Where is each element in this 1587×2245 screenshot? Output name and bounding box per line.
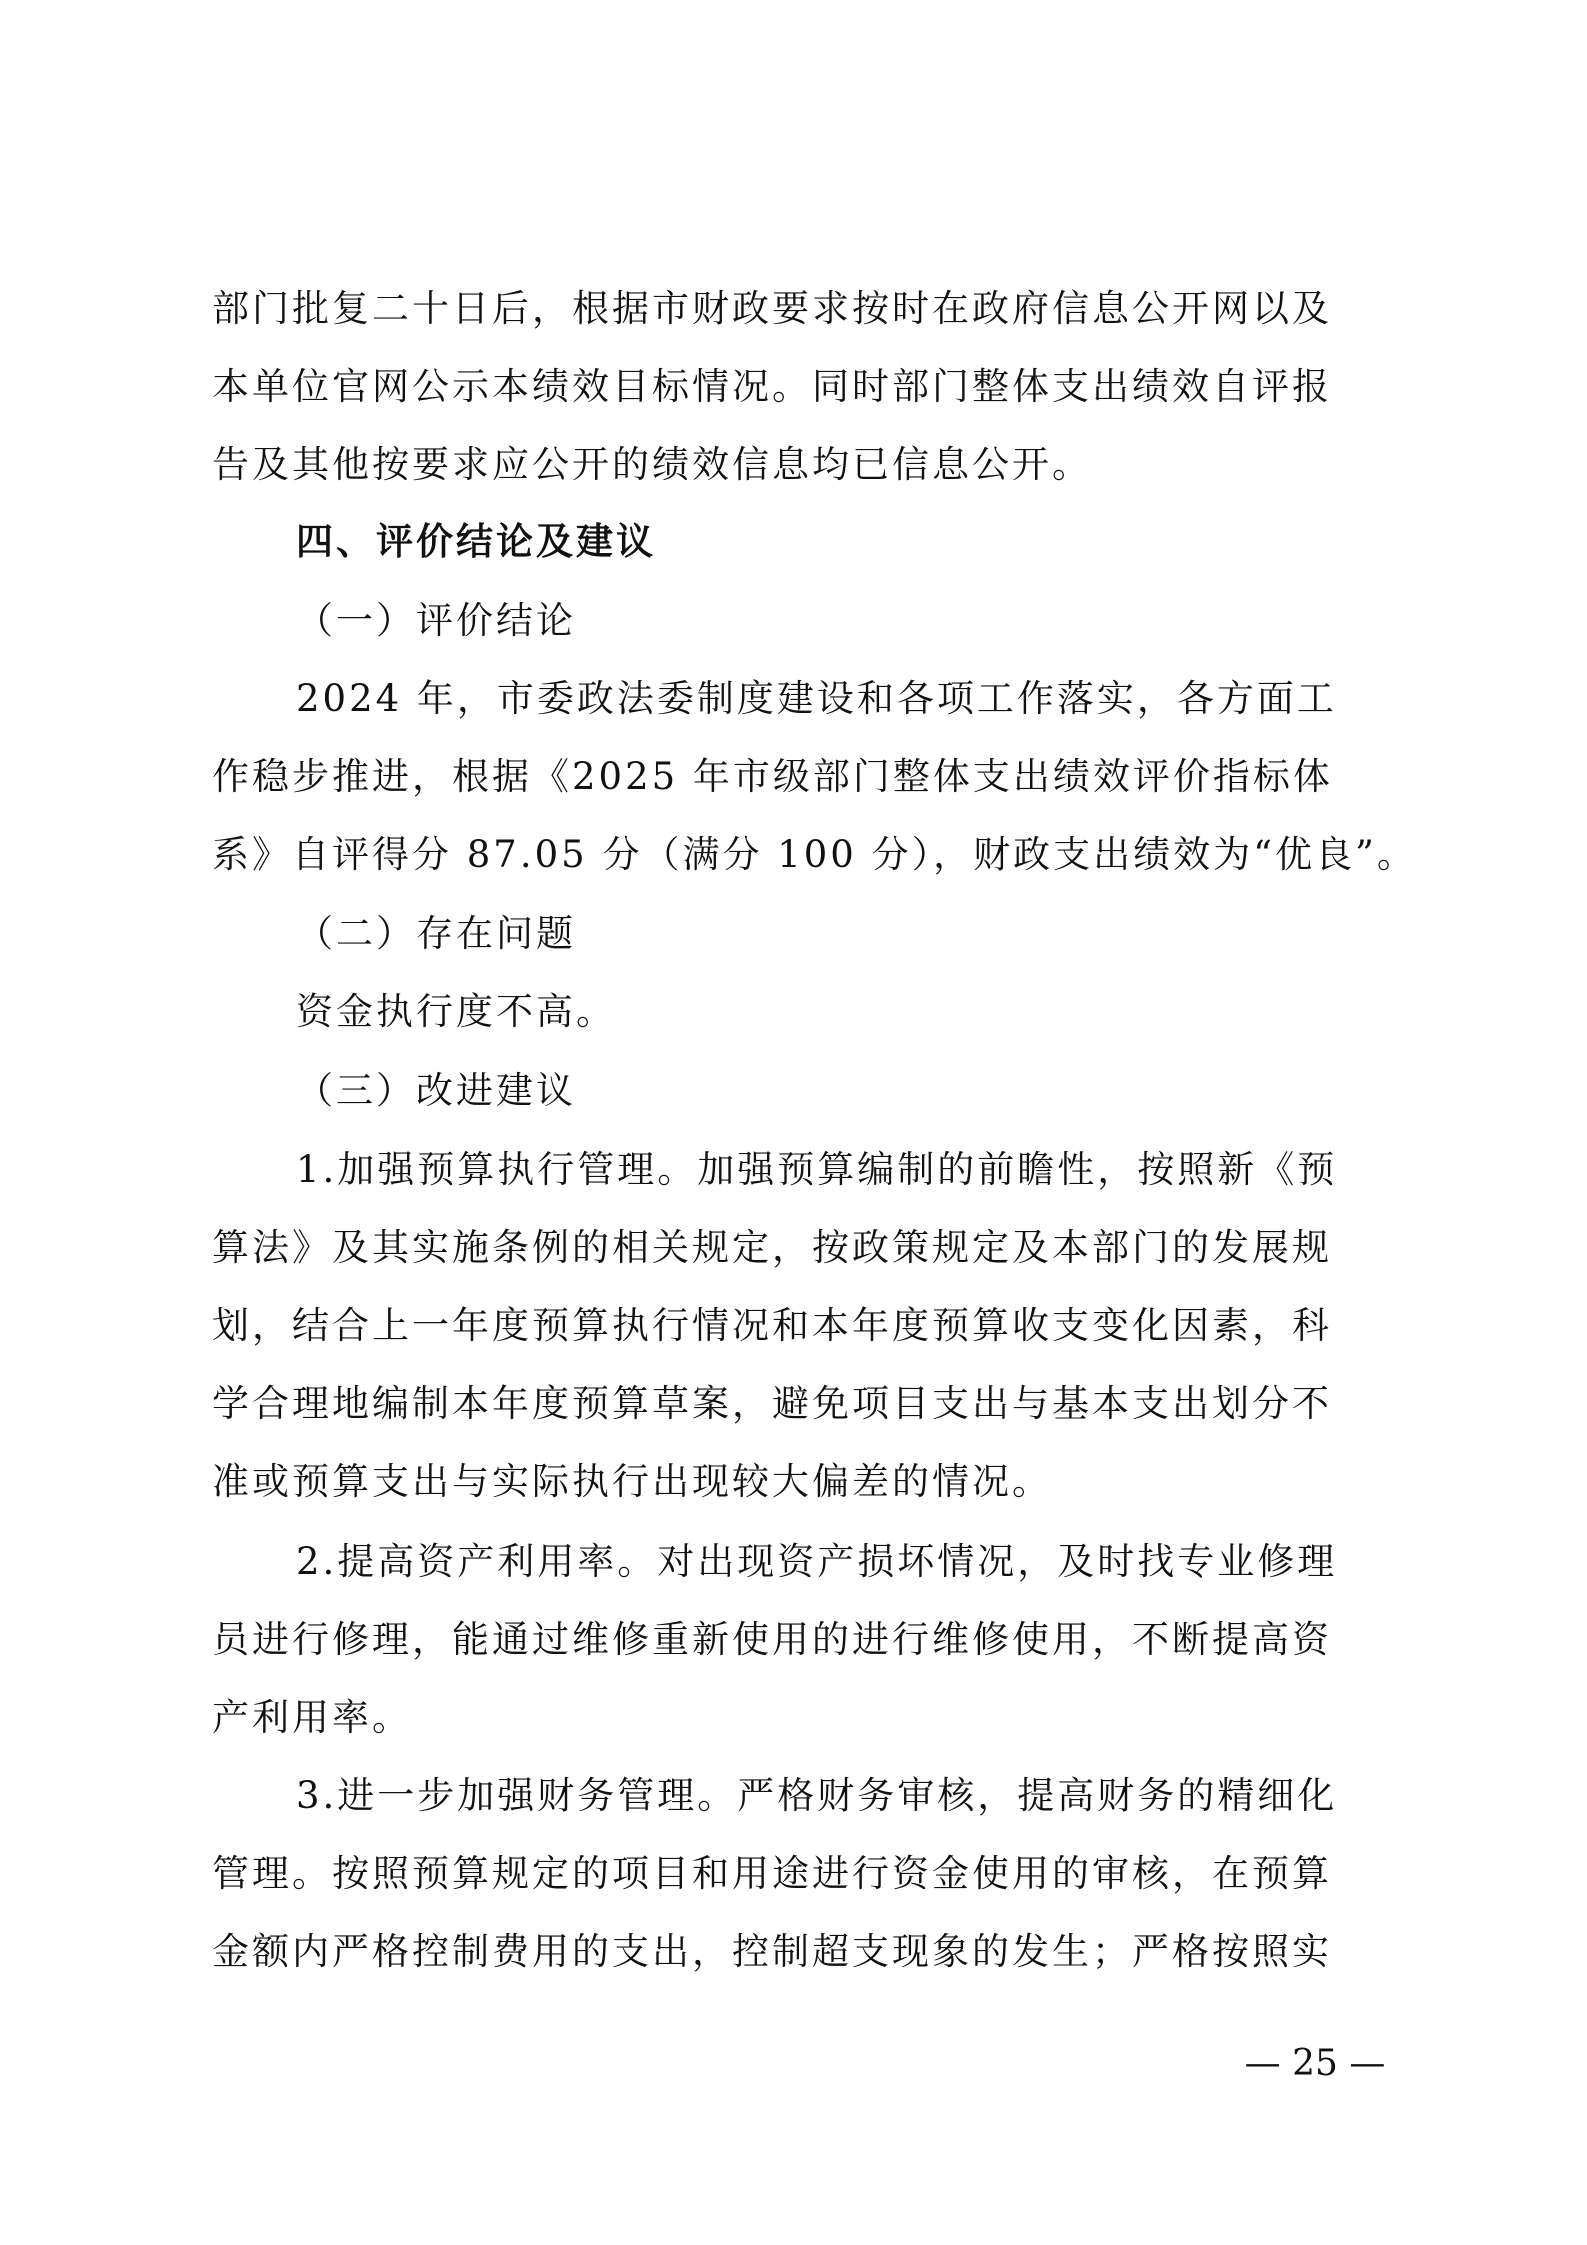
body-line: 本单位官网公示本绩效目标情况。同时部门整体支出绩效自评报	[212, 365, 1332, 408]
body-line: 准或预算支出与实际执行出现较大偏差的情况。	[212, 1460, 1052, 1503]
body-text	[212, 270, 1398, 504]
body-line: 学合理地编制本年度预算草案，避免项目支出与基本支出划分不	[212, 1382, 1332, 1425]
body-line: 部门批复二十日后，根据市财政要求按时在政府信息公开网以及	[212, 287, 1332, 330]
body-line: 3.进一步加强财务管理。严格财务审核，提高财务的精细化	[296, 1774, 1338, 1817]
body-line: 告及其他按要求应公开的绩效信息均已信息公开。	[212, 443, 1092, 486]
body-line: 划，结合上一年度预算执行情况和本年度预算收支变化因素，科	[212, 1304, 1332, 1347]
sub3-block	[212, 1052, 1398, 1130]
body-line: 员进行修理，能通过维修重新使用的进行维修使用，不断提高资	[212, 1618, 1332, 1661]
body-line: 资金执行度不高。	[296, 990, 616, 1033]
page-number: — 25 —	[1244, 2043, 1386, 2084]
section-heading: 四、评价结论及建议	[296, 520, 656, 563]
section-heading-block	[212, 503, 1398, 581]
sub1-block	[212, 582, 1417, 894]
item2-block	[212, 1523, 1398, 1757]
sub2-block	[212, 895, 1398, 1051]
body-line: 算法》及其实施条例的相关规定，按政策规定及本部门的发展规	[212, 1226, 1332, 1269]
body-line: 系》自评得分 87.05 分（满分 100 分），财政支出绩效为“优良”。	[212, 833, 1417, 876]
item3-block	[212, 1757, 1398, 1991]
body-line: 产利用率。	[212, 1696, 412, 1739]
subheading-improvement-suggestions: （三）改进建议	[296, 1069, 576, 1112]
body-line: 金额内严格控制费用的支出，控制超支现象的发生；严格按照实	[212, 1930, 1332, 1973]
body-line: 作稳步推进，根据《2025 年市级部门整体支出绩效评价指标体	[212, 755, 1333, 798]
body-line: 1.加强预算执行管理。加强预算编制的前瞻性，按照新《预	[296, 1148, 1338, 1191]
body-line: 2024 年，市委政法委制度建设和各项工作落实，各方面工	[296, 677, 1337, 720]
item1-block	[212, 1131, 1398, 1521]
subheading-existing-problems: （二）存在问题	[296, 912, 576, 955]
body-line: 2.提高资产利用率。对出现资产损坏情况，及时找专业修理	[296, 1540, 1338, 1583]
subheading-evaluation-conclusion: （一）评价结论	[296, 599, 576, 642]
body-line: 管理。按照预算规定的项目和用途进行资金使用的审核，在预算	[212, 1852, 1332, 1895]
